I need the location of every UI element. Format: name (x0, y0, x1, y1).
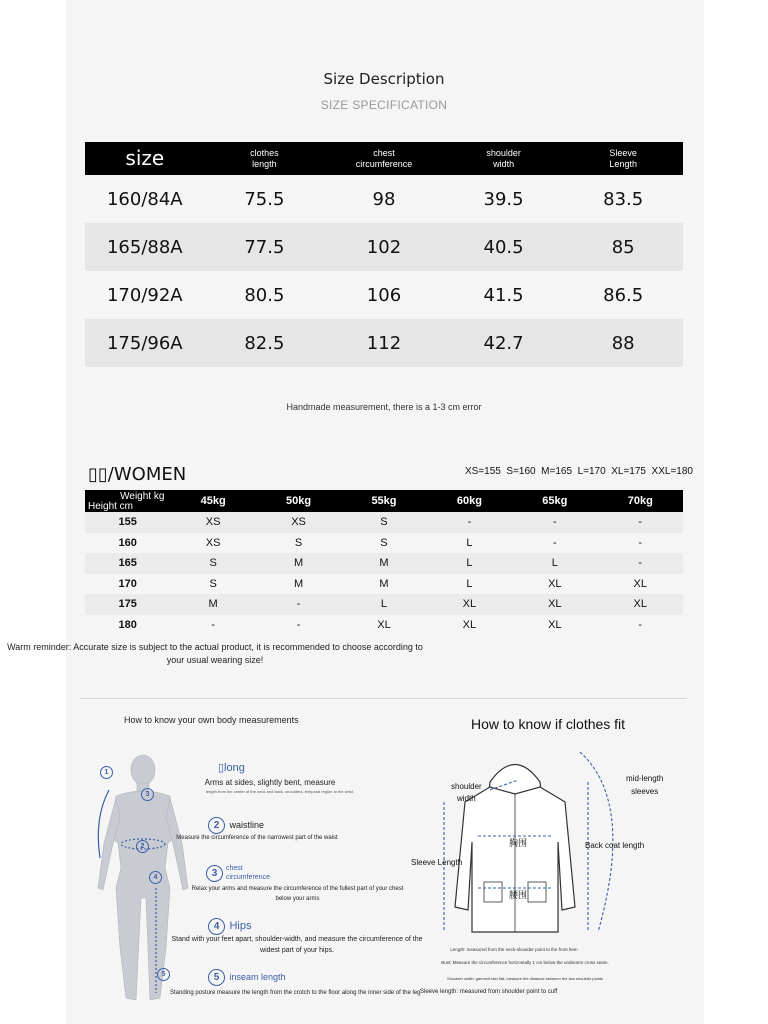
recommend-cell: L (427, 574, 512, 595)
shoulder-width-label: shoulder width (451, 782, 482, 803)
recommend-table (85, 490, 683, 635)
women-title: ▯▯/WOMEN (88, 464, 187, 485)
weight-65: 65kg (512, 490, 597, 512)
mid-length-label: mid-length sleeves (626, 774, 664, 796)
warm-reminder: Warm reminder: Accurate size is subject to the actual product, it is recommended to choose according to your usual wearing size! (7, 642, 423, 665)
size-cell: 170/92A (85, 271, 205, 319)
recommend-cell: - (512, 533, 597, 554)
recommend-cell: - (256, 615, 341, 636)
body-measure-title: How to know your own body measurements (124, 715, 299, 725)
figure-marker-1: 1 (100, 766, 113, 779)
recommend-cell: XS (256, 512, 341, 533)
recommend-cell: - (598, 615, 683, 636)
item-5-number: 5 (208, 969, 225, 986)
item-2-number: 2 (208, 817, 225, 834)
figure-marker-3: 3 (141, 788, 154, 801)
divider (80, 698, 687, 699)
size-cell: 112 (324, 319, 444, 367)
size-cell: 102 (324, 223, 444, 271)
recommend-cell: XL (512, 574, 597, 595)
recommend-cell: - (598, 512, 683, 533)
recommend-row (85, 553, 683, 574)
corner-height: Height cm (88, 501, 134, 512)
recommend-cell: M (341, 574, 426, 595)
fit-note-2: Bust: Measure the circumference horizontally 1 cm below the underarm cross seam. (441, 960, 609, 965)
recommend-cell: - (512, 512, 597, 533)
recommend-cell: XS (170, 533, 255, 554)
recommend-cell: - (427, 512, 512, 533)
recommend-cell: XL (341, 615, 426, 636)
header-size: size (85, 142, 205, 175)
size-cell: 41.5 (444, 271, 564, 319)
weight-45: 45kg (170, 490, 255, 512)
recommend-cell: S (170, 574, 255, 595)
sleeve-length-label: Sleeve Length (411, 858, 463, 867)
body-item-3 (206, 863, 223, 882)
figure-marker-4: 4 (149, 871, 162, 884)
item-3-head: chest circumference (226, 865, 270, 881)
recommend-cell: - (598, 533, 683, 554)
height-cell: 175 (85, 594, 170, 615)
recommend-cell: XL (598, 594, 683, 615)
size-cell: 160/84A (85, 175, 205, 223)
body-figure-icon (86, 748, 196, 1008)
fit-title: How to know if clothes fit (471, 716, 626, 732)
waist-mark: 腰围 (509, 890, 528, 900)
corner-weight: Weight kg (120, 491, 165, 502)
page-title: Size Description (323, 70, 445, 88)
size-row (85, 319, 683, 367)
recommend-cell: S (341, 512, 426, 533)
body-item-2 (208, 815, 264, 834)
item-1-desc: Arms at sides, slightly bent, measure (204, 778, 336, 787)
corner-cell (85, 490, 170, 512)
item-3-number: 3 (206, 865, 223, 882)
recommend-row (85, 594, 683, 615)
size-cell: 165/88A (85, 223, 205, 271)
item-5-desc: Standing posture measure the length from the crotch to the floor along the inner side of the leg (170, 990, 421, 996)
size-cell: 175/96A (85, 319, 205, 367)
recommend-cell: - (598, 553, 683, 574)
recommend-cell: S (170, 553, 255, 574)
page-subtitle: SIZE SPECIFICATION (320, 98, 448, 112)
recommend-header (85, 490, 683, 512)
header-sleeve: Sleeve Length (563, 142, 683, 175)
size-cell: 82.5 (205, 319, 325, 367)
height-cell: 180 (85, 615, 170, 636)
item-2-desc: Measure the circumference of the narrowest part of the waist (176, 835, 338, 841)
recommend-cell: M (170, 594, 255, 615)
fit-note-4: Sleeve length: measured from shoulder point to cuff (420, 989, 558, 995)
height-cell: 155 (85, 512, 170, 533)
body-item-4 (208, 916, 251, 935)
weight-60: 60kg (427, 490, 512, 512)
recommend-cell: XL (427, 594, 512, 615)
size-cell: 80.5 (205, 271, 325, 319)
recommend-row (85, 615, 683, 636)
header-shoulder: shoulder width (444, 142, 564, 175)
body-item-1 (218, 758, 245, 776)
item-1-detail: length from the center of the neck and back, shoulders, temporal region to the wrist. (205, 789, 355, 794)
size-cell: 88 (563, 319, 683, 367)
header-chest: chest circumference (324, 142, 444, 175)
recommend-cell: XL (427, 615, 512, 636)
recommend-cell: S (341, 533, 426, 554)
recommend-cell: L (341, 594, 426, 615)
item-5-head: inseam length (229, 972, 286, 982)
recommend-cell: M (256, 574, 341, 595)
body-item-5 (208, 967, 286, 986)
recommend-cell: L (427, 553, 512, 574)
size-cell: 42.7 (444, 319, 564, 367)
size-row (85, 271, 683, 319)
item-4-number: 4 (208, 918, 225, 935)
size-row (85, 175, 683, 223)
recommend-cell: - (256, 594, 341, 615)
recommend-row (85, 533, 683, 554)
recommend-cell: - (170, 615, 255, 636)
size-table-header (85, 142, 683, 175)
size-cell: 106 (324, 271, 444, 319)
recommend-row (85, 574, 683, 595)
recommend-cell: XL (598, 574, 683, 595)
weight-70: 70kg (598, 490, 683, 512)
fit-note-3: Shoulder width: garment laid flat, measure the distance between the two shoulder points (446, 976, 604, 981)
height-cell: 170 (85, 574, 170, 595)
item-4-head: Hips (229, 920, 252, 932)
size-legend: XS=155 S=160 M=165 L=170 XL=175 XXL=180 (465, 466, 693, 477)
measurement-note: Handmade measurement, there is a 1-3 cm error (286, 402, 482, 412)
back-coat-label: Back coat length (585, 841, 645, 850)
recommend-row (85, 512, 683, 533)
recommend-cell: M (341, 553, 426, 574)
header-clothes-length: clothes length (205, 142, 325, 175)
size-cell: 75.5 (205, 175, 325, 223)
item-2-head: waistline (229, 820, 264, 830)
size-cell: 83.5 (563, 175, 683, 223)
size-cell: 98 (324, 175, 444, 223)
fit-note-1: Length: measured from the neck-shoulder point to the front hem (450, 947, 578, 952)
height-cell: 165 (85, 553, 170, 574)
size-row (85, 223, 683, 271)
weight-50: 50kg (256, 490, 341, 512)
item-1-head: ▯long (218, 762, 245, 774)
recommend-cell: L (427, 533, 512, 554)
recommend-cell: L (512, 553, 597, 574)
chest-mark: 胸围 (509, 838, 528, 848)
size-cell: 86.5 (563, 271, 683, 319)
recommend-cell: XL (512, 615, 597, 636)
item-3-desc: Relax your arms and measure the circumference of the fullest part of your chest below your arms (191, 886, 404, 902)
size-cell: 77.5 (205, 223, 325, 271)
recommend-cell: XS (170, 512, 255, 533)
weight-55: 55kg (341, 490, 426, 512)
size-table (85, 142, 683, 367)
height-cell: 160 (85, 533, 170, 554)
recommend-cell: M (256, 553, 341, 574)
size-cell: 39.5 (444, 175, 564, 223)
size-cell: 85 (563, 223, 683, 271)
figure-marker-2: 2 (136, 840, 149, 853)
recommend-cell: XL (512, 594, 597, 615)
figure-marker-5: 5 (157, 968, 170, 981)
item-4-desc: Stand with your feet apart, shoulder-width, and measure the circumference of the widest part of your hips. (171, 936, 423, 954)
recommend-cell: S (256, 533, 341, 554)
size-cell: 40.5 (444, 223, 564, 271)
